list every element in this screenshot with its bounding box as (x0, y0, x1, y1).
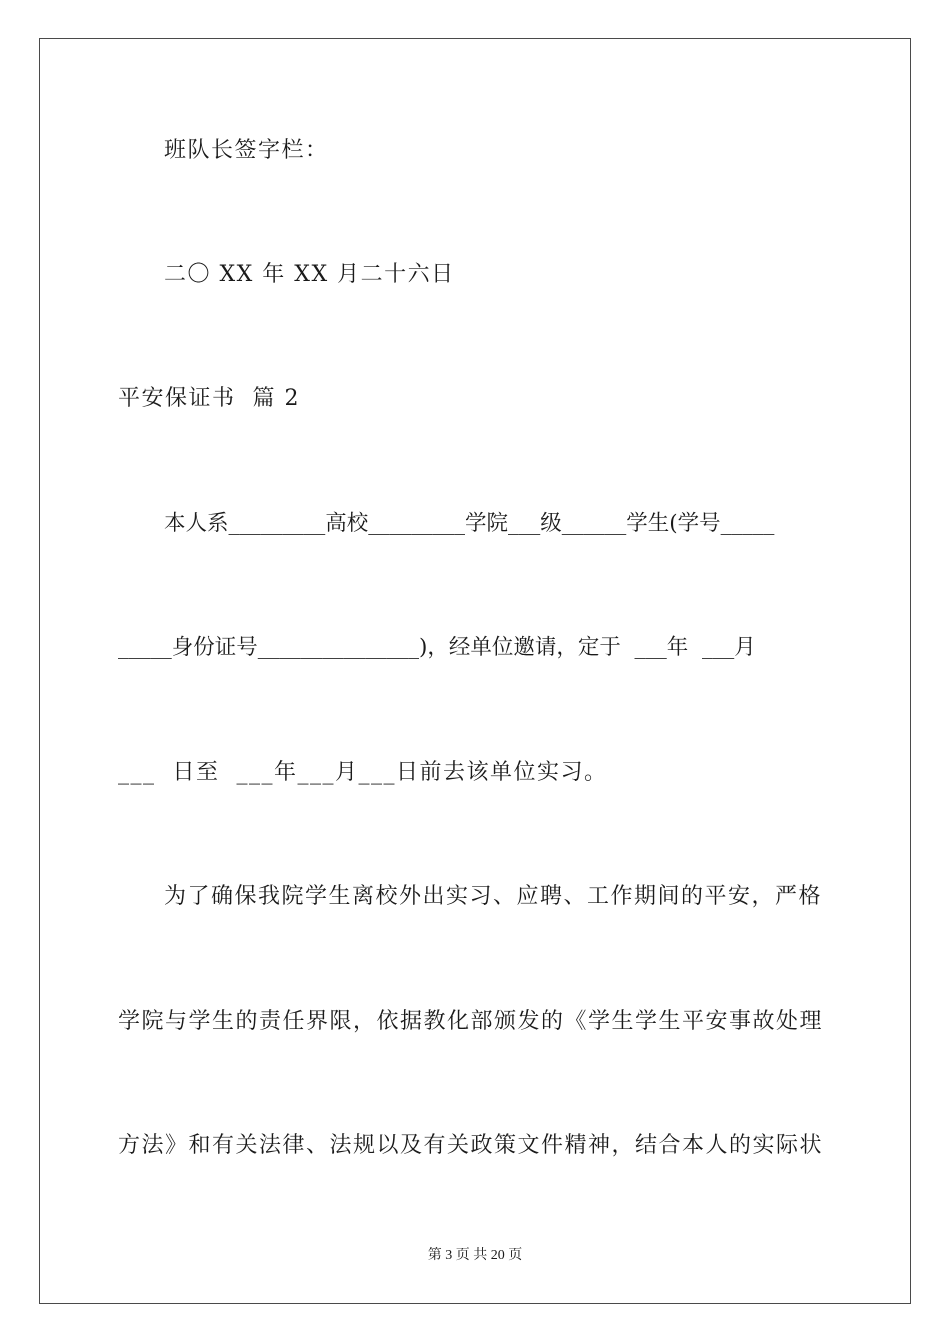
paragraph-line-1: 本人系_________高校_________学院___级______学生(学号_____ (164, 511, 775, 536)
page-border (39, 38, 911, 1304)
page-number: 第 3 页 共 20 页 (427, 1248, 523, 1263)
date-line: 二〇 XX 年 XX 月二十六日 (164, 262, 455, 287)
paragraph-line-6: 方法》和有关法律、法规以及有关政策文件精神，结合本人的实际状 (118, 1133, 824, 1158)
section-title: 平安保证书 篇 2 (118, 386, 300, 411)
paragraph-line-2: _____身份证号_______________)，经单位邀请，定于 ___年 ___月 (118, 635, 756, 660)
paragraph-line-5: 学院与学生的责任界限，依据教化部颁发的《学生学生平安事故处理 (118, 1009, 824, 1034)
paragraph-line-4: 为了确保我院学生离校外出实习、应聘、工作期间的平安，严格 (164, 884, 823, 909)
signature-field-label: 班队长签字栏： (164, 138, 329, 163)
paragraph-line-3: ___ 日至 ___年___月___日前去该单位实习。 (118, 760, 608, 785)
